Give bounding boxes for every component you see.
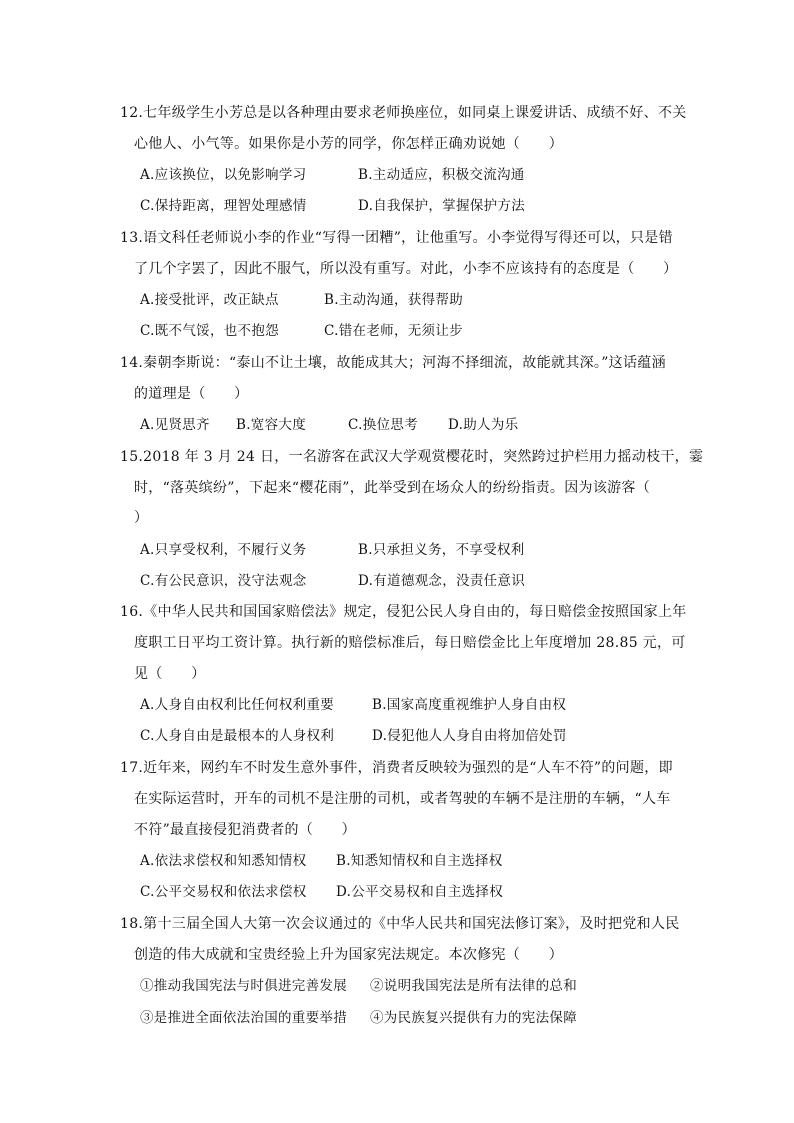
question-13-option-b: B.主动沟通，获得帮助 xyxy=(324,292,464,308)
question-14-line-1: 14.秦朝李斯说：“泰山不让土壤，故能成其大；河海不择细流，故能就其深。”这话蕴涵 xyxy=(120,355,666,371)
question-17-option-c: C.公平交易权和依法求偿权 xyxy=(140,884,307,900)
question-17-option-d: D.公平交易权和自主选择权 xyxy=(336,884,504,900)
question-14-line-2: 的道理是（ ） xyxy=(134,386,249,402)
question-15-option-d: D.有道德观念，没责任意识 xyxy=(358,573,526,589)
question-18-statement-1: ①推动我国宪法与时俱进完善发展 xyxy=(140,978,347,994)
question-18-statement-2: ②说明我国宪法是所有法律的总和 xyxy=(370,978,577,994)
question-17-option-a: A.依法求偿权和知悉知情权 xyxy=(140,853,307,869)
question-14-option-b: B.宽容大度 xyxy=(236,417,307,433)
question-13-option-c: C.既不气馁，也不抱怨 xyxy=(140,323,279,339)
question-12-option-a: A.应该换位，以免影响学习 xyxy=(140,167,307,183)
question-15-line-2: 时，“落英缤纷”，下起来“樱花雨”，此举受到在场众人的纷纷指责。因为该游客（ xyxy=(134,480,651,496)
question-17-line-1: 17.近年来，网约车不时发生意外事件，消费者反映较为强烈的是“人车不符”的问题，即 xyxy=(120,760,673,776)
question-15-option-a: A.只享受权利，不履行义务 xyxy=(140,542,307,558)
question-16-option-c: C.人身自由是最根本的人身权利 xyxy=(140,728,335,744)
question-15-option-c: C.有公民意识，没守法观念 xyxy=(140,573,307,589)
question-17-line-3: 不符”最直接侵犯消费者的（ ） xyxy=(134,822,356,838)
question-14-option-c: C.换位思考 xyxy=(348,417,418,433)
question-12-line-2: 心他人、小气等。如果你是小芳的同学，你怎样正确劝说她（ ） xyxy=(134,136,563,152)
question-16-line-1: 16.《中华人民共和国国家赔偿法》规定，侵犯公民人身自由的，每日赔偿金按照国家上年 xyxy=(120,604,687,620)
question-12-line-1: 12.七年级学生小芳总是以各种理由要求老师换座位，如同桌上课爱讲话、成绩不好、不关 xyxy=(120,105,687,121)
question-13-line-1: 13.语文科任老师说小李的作业“写得一团糟”，让他重写。小李觉得写得还可以，只是错 xyxy=(120,230,673,246)
question-16-line-3: 见（ ） xyxy=(134,666,206,682)
question-13-option-a: A.接受批评，改正缺点 xyxy=(140,292,279,308)
question-13-option-d: C.错在老师，无须让步 xyxy=(324,323,463,339)
question-16-option-d: D.侵犯他人人身自由将加倍处罚 xyxy=(372,728,567,744)
question-16-line-2: 度职工日平均工资计算。执行新的赔偿标准后，每日赔偿金比上年度增加 28.85 元，可 xyxy=(134,635,686,651)
question-15-line-3: ） xyxy=(134,510,149,526)
question-12-option-b: B.主动适应，积极交流沟通 xyxy=(358,167,525,183)
question-13-line-2: 了几个字罢了，因此不服气，所以没有重写。对此，小李不应该持有的态度是（ ） xyxy=(134,261,678,277)
question-18-line-1: 18.第十三届全国人大第一次会议通过的《中华人民共和国宪法修订案》，及时把党和人民 xyxy=(120,916,680,932)
question-16-option-a: A.人身自由权利比任何权利重要 xyxy=(140,697,335,713)
question-17-line-2: 在实际运营时，开车的司机不是注册的司机，或者驾驶的车辆不是注册的车辆，“人车 xyxy=(134,791,671,807)
question-15-option-b: B.只承担义务，不享受权利 xyxy=(358,542,525,558)
question-18-statement-4: ④为民族复兴提供有力的宪法保障 xyxy=(370,1010,577,1026)
question-18-line-2: 创造的伟大成就和宝贵经验上升为国家宪法规定。本次修宪（ ） xyxy=(134,947,563,963)
question-17-option-b: B.知悉知情权和自主选择权 xyxy=(336,853,503,869)
question-18-statement-3: ③是推进全面依法治国的重要举措 xyxy=(140,1010,347,1026)
question-14-option-d: D.助人为乐 xyxy=(448,417,519,433)
question-15-line-1: 15.2018 年 3 月 24 日，一名游客在武汉大学观赏樱花时，突然跨过护栏用力摇动枝干，霎 xyxy=(120,449,704,465)
question-12-option-d: D.自我保护，掌握保护方法 xyxy=(358,198,526,214)
question-16-option-b: B.国家高度重视维护人身自由权 xyxy=(372,697,567,713)
question-12-option-c: C.保持距离，理智处理感情 xyxy=(140,198,307,214)
question-14-option-a: A.见贤思齐 xyxy=(140,417,210,433)
